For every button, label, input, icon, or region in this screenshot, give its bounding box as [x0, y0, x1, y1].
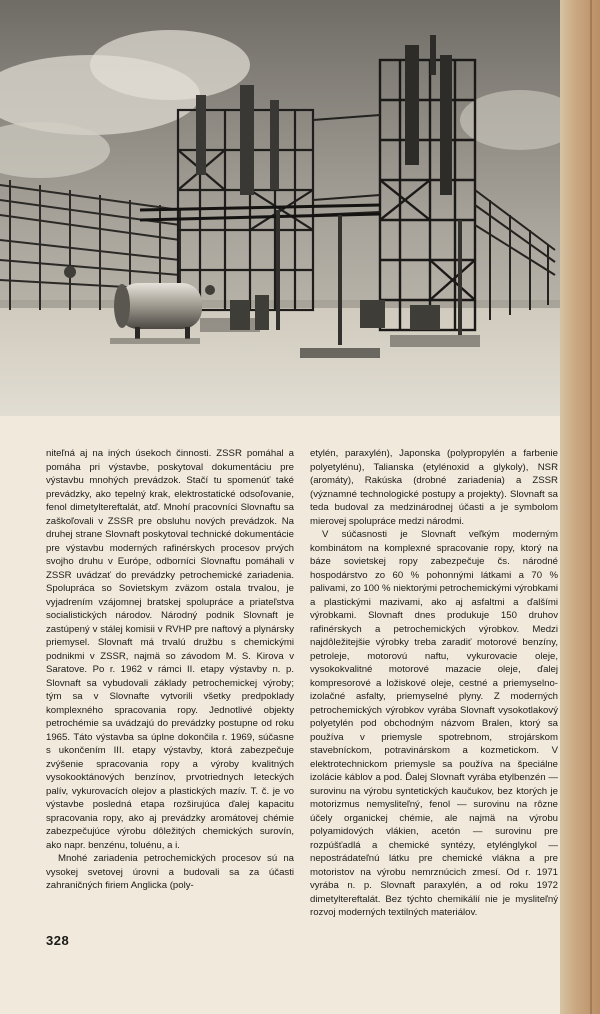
left-text-column: [46, 447, 294, 893]
left-paragraph-2: Mnohé zariadenia petrochemických procesov sú na vysokej svetovej úrovni a budovali sa za účasti zahraničných firiem Anglicka (poly-: [46, 853, 294, 891]
right-paragraph-1: etylén, paraxylén), Japonska (polypropylén a farbenie polyetylénu), Talianska (etylénoxid a glykoly), NSR (aromáty), Rakúska (drobné zariadenia) a ZSSR (významné technologické postupy a projekty). Slovnaft sa teda budoval za medzinárodnej účasti a je symbolom mierovej spolupráce medzi národmi.: [310, 448, 558, 527]
refinery-photo-icon: [0, 0, 560, 416]
right-paragraph-2: V súčasnosti je Slovnaft veľkým moderným kombinátom na komplexné spracovanie ropy, ktorý na báze sovietskej ropy zabezpečuje čs. národné hospodárstvo zo 60 % pohonnými látkami a 70 % palivami, zo 100 % niektorými petrochemickými výrobkami a plastickými mazivami, ako aj asfaltmi a ďalšími výrobkami. Slovnaft dnes produkuje 150 druhov rafinérskych a petrochemických výrobkov. Medzi najdôležitejšie výrobky treba zaradiť motorové benzíny, petroleje, motorovú naftu, vykurovacie oleje, vysokokvalitné motorové mazacie oleje, ďalej kompresorové a ložiskové oleje, cestné a priemyselno-izolačné asfalty, priemyselné plyny. Z moderných petrochemických výrobkov vyrába Slovnaft vysokotlakový polyetylén pod obchodným názvom Bralen, ktorý sa používa v priemysle spotrebnom, strojárskom stavebníckom, potravinárskom a kozmetickom. V elektrotechnickom priemysle sa používa na špeciálne izolácie káblov a pod. Ďalej Slovnaft vyrába etylbenzén — surovinu na výrobu syntetických kaučukov, bez ktorých je motorizmus nemysliteľný, fenol — surovinu na rôzne účely organickej chémie, ale najmä na výrobu polyamidových vlákien, acetón — surovinu pre rozpúšťadlá a chemické syntézy, etylénglykol — nepostrádateľnú látku pre chemické vlákna a pre motoristov na výrobu nemrznúcich zmesí. Od r. 1971 vyrába n. p. Slovnaft paraxylén, a od roku 1972 dimetyltereftalát. Bez týchto chemikálií nie je mysliteľný rozvoj moderných textilných materiálov.: [310, 529, 558, 918]
page-edge: [560, 0, 600, 1014]
left-paragraph-1: niteľná aj na iných úsekoch činnosti. ZSSR pomáhal a pomáha pri výstavbe, poskytoval dokumentáciu pre výstavbu mnohých prevádzok. Stačí tu spomenúť také prevádzky, ako tepelný krak, elektrostatické odsoľovanie, fenol dimetyltereftalát, atď. Mnohí pracovníci Slovnaftu sa zaškoľovali v ZSSR pre obsluhu nových prevádzok. Na druhej strane Slovnaft poskytoval technické dokumentácie pre výstavbu moderných rafinérskych procesov prvých svojho druhu v Európe, odborníci Slovnaftu pomáhali v ZSSR uvádzať do prevádzky petrochemické zariadenia. Spolupráca so Sovietskym zväzom ostala trvalou, je vyjadrením vzájomnej bratskej spolupráce a priateľstva socialistických národov. Národný podnik Slovnaft je zastúpený v stálej komisii v RVHP pre naftový a plynársky priemysel. Slovnaft má trvalú družbu s chemickými podnikmi v ZSSR, najmä so závodom M. S. Kirova v Saratove. Po r. 1962 v rámci II. etapy výstavby n. p. Slovnaft sa vybudovali základy petrochemickej výroby; tým sa v Slovnafte vytvorili všetky predpoklady komplexného spracovania ropy. Jednotlivé objekty petrochémie sa uvádzajú do prevádzky postupne od roku 1965. Táto výstavba sa úplne dokončila r. 1969, súčasne s ukončením III. etapy výstavby, ktorá zabezpečuje zvýšenie spracovania ropy a výroby kvalitných vysokooktánových benzínov, prvotriednych leteckých palív, vykurovacích olejov a plastických mazív. T. č. je vo výstavbe posledná etapa rozširujúca ďalej kapacitu spracovania ropy, ako aj prevádzky aromátovej chémie zabezpečujúce výrobu dôležitých chemických surovín, ako napr. benzénu, toluénu, a i.: [46, 448, 294, 851]
right-text-column: [310, 447, 558, 920]
refinery-photo: [0, 0, 560, 416]
page-number: 328: [46, 933, 70, 948]
page-edge-line: [590, 0, 592, 1014]
